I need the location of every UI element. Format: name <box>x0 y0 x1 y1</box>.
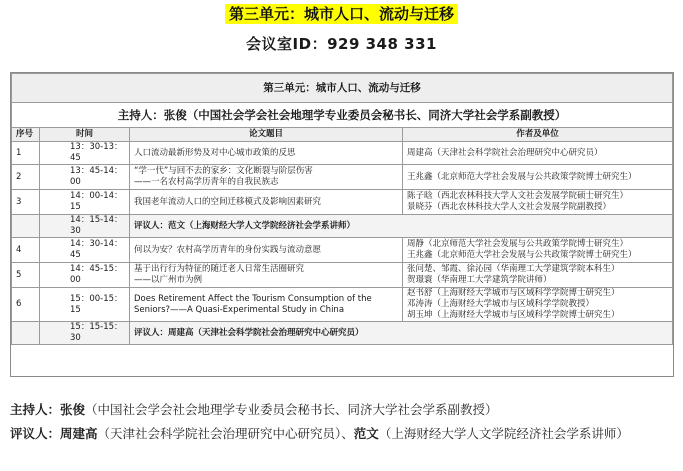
cell-title <box>130 142 403 165</box>
table-row <box>12 165 673 190</box>
author-line: 陈子晗（西北农林科技大学人文社会发展学院硕士研究生） <box>407 191 629 201</box>
footer-host-desc: （中国社会学会社会地理学专业委员会秘书长、同济大学社会学系副教授） <box>85 402 498 417</box>
cell-time: 14：00-14：15 <box>40 190 130 215</box>
unit-title-text: 第三单元：城市人口、流动与迁移 <box>225 4 458 24</box>
meeting-room-id: 会议室ID：929 348 331 <box>246 35 437 53</box>
table-title: 第三单元：城市人口、流动与迁移 <box>12 74 673 103</box>
cell-time: 14：15-14：30 <box>40 215 130 238</box>
cell-no: 2 <box>12 165 40 190</box>
author-line: 周静（北京师范大学社会发展与公共政策学院博士研究生） <box>407 239 629 249</box>
cell-reviewer: 评议人：范文（上海财经大学人文学院经济社会学系讲师） <box>130 215 673 238</box>
col-header-title: 论文题目 <box>130 128 403 142</box>
cell-no: 5 <box>12 263 40 288</box>
cell-authors <box>403 288 673 322</box>
cell-no: 3 <box>12 190 40 215</box>
title-line: “学一代”与回不去的家乡：文化断裂与阶层伤害 <box>134 166 313 176</box>
col-header-time: 时间 <box>40 128 130 142</box>
title-line: ——以广州市为例 <box>134 275 203 285</box>
table-row <box>12 288 673 322</box>
cell-title <box>130 238 403 263</box>
cell-authors <box>403 238 673 263</box>
title-line: 我国老年流动人口的空间迁移模式及影响因素研究 <box>134 196 322 207</box>
footer-reviewers <box>10 424 674 444</box>
cell-time: 14：45-15：00 <box>40 263 130 288</box>
review-row <box>12 215 673 238</box>
footer-reviewer1-name: 周建高 <box>60 426 98 441</box>
author-line: 贺璟寰（华南理工大学建筑学院讲师） <box>407 275 552 285</box>
author-line: 邓涛涛（上海财经大学城市与区域科学学院教授） <box>407 299 595 309</box>
col-header-no: 序号 <box>12 128 40 142</box>
cell-time: 14：30-14：45 <box>40 238 130 263</box>
cell-title <box>130 190 403 215</box>
cell-reviewer: 评议人：周建高（天津社会科学院社会治理研究中心研究员） <box>130 322 673 345</box>
table-row <box>12 263 673 288</box>
schedule-table-image <box>10 72 674 377</box>
footer-review-label: 评议人： <box>10 426 61 441</box>
title-line: 基于出行行为特征的随迁老人日常生活圈研究 <box>134 264 305 274</box>
cell-title <box>130 165 403 190</box>
title-line: ——一名农村高学历青年的自我民族志 <box>134 177 279 187</box>
cell-no: 4 <box>12 238 40 263</box>
cell-no <box>12 322 40 345</box>
author-line: 胡玉坤（上海财经大学城市与区域科学学院博士研究生） <box>407 310 620 320</box>
author-line: 景晓芬（西北农林科技大学人文社会发展学院副教授） <box>407 202 612 212</box>
cell-authors <box>403 165 673 190</box>
footer-host-label: 主持人： <box>10 402 61 417</box>
title-line: 人口流动最新形势及对中心城市政策的反思 <box>134 147 296 158</box>
footer-host-name: 张俊 <box>60 402 86 417</box>
col-header-authors: 作者及单位 <box>403 128 673 142</box>
author-line: 周建高（天津社会科学院社会治理研究中心研究员） <box>407 147 603 158</box>
cell-time: 13：30-13：45 <box>40 142 130 165</box>
table-row <box>12 142 673 165</box>
cell-time: 15：00-15：15 <box>40 288 130 322</box>
cell-time: 13：45-14：00 <box>40 165 130 190</box>
footer-reviewer1-desc: （天津社会科学院社会治理研究中心研究员）、 <box>97 426 354 441</box>
review-row <box>12 322 673 345</box>
footer-reviewer2-desc: （上海财经大学人文学院经济社会学系讲师） <box>378 426 629 441</box>
table-row <box>12 190 673 215</box>
author-line: 王兆鑫（北京师范大学社会发展与公共政策学院博士研究生） <box>407 171 637 182</box>
author-line: 王兆鑫（北京师范大学社会发展与公共政策学院博士研究生） <box>407 250 637 260</box>
title-line: Does Retirement Affect the Tourism Consumption of the Seniors?——A Quasi-Experimental Study in China <box>134 293 372 315</box>
cell-authors <box>403 190 673 215</box>
cell-no: 1 <box>12 142 40 165</box>
table-host-line: 主持人：张俊（中国社会学会社会地理学专业委员会秘书长、同济大学社会学系副教授） <box>12 103 673 128</box>
schedule-table <box>11 73 673 345</box>
table-row <box>12 238 673 263</box>
cell-authors <box>403 263 673 288</box>
cell-time: 15：15-15：30 <box>40 322 130 345</box>
cell-no: 6 <box>12 288 40 322</box>
author-line: 赵书舒（上海财经大学城市与区域科学学院博士研究生） <box>407 288 620 298</box>
cell-authors <box>403 142 673 165</box>
footer-reviewer2-name: 范文 <box>353 426 379 441</box>
unit-title <box>0 3 683 24</box>
cell-title <box>130 263 403 288</box>
footer-host <box>10 400 674 420</box>
cell-title <box>130 288 403 322</box>
author-line: 张问楚、邹霞、徐沁园（华南理工大学建筑学院本科生） <box>407 264 620 274</box>
cell-no <box>12 215 40 238</box>
title-line: 何以为安？农村高学历青年的身份实践与流动意愿 <box>134 244 322 255</box>
